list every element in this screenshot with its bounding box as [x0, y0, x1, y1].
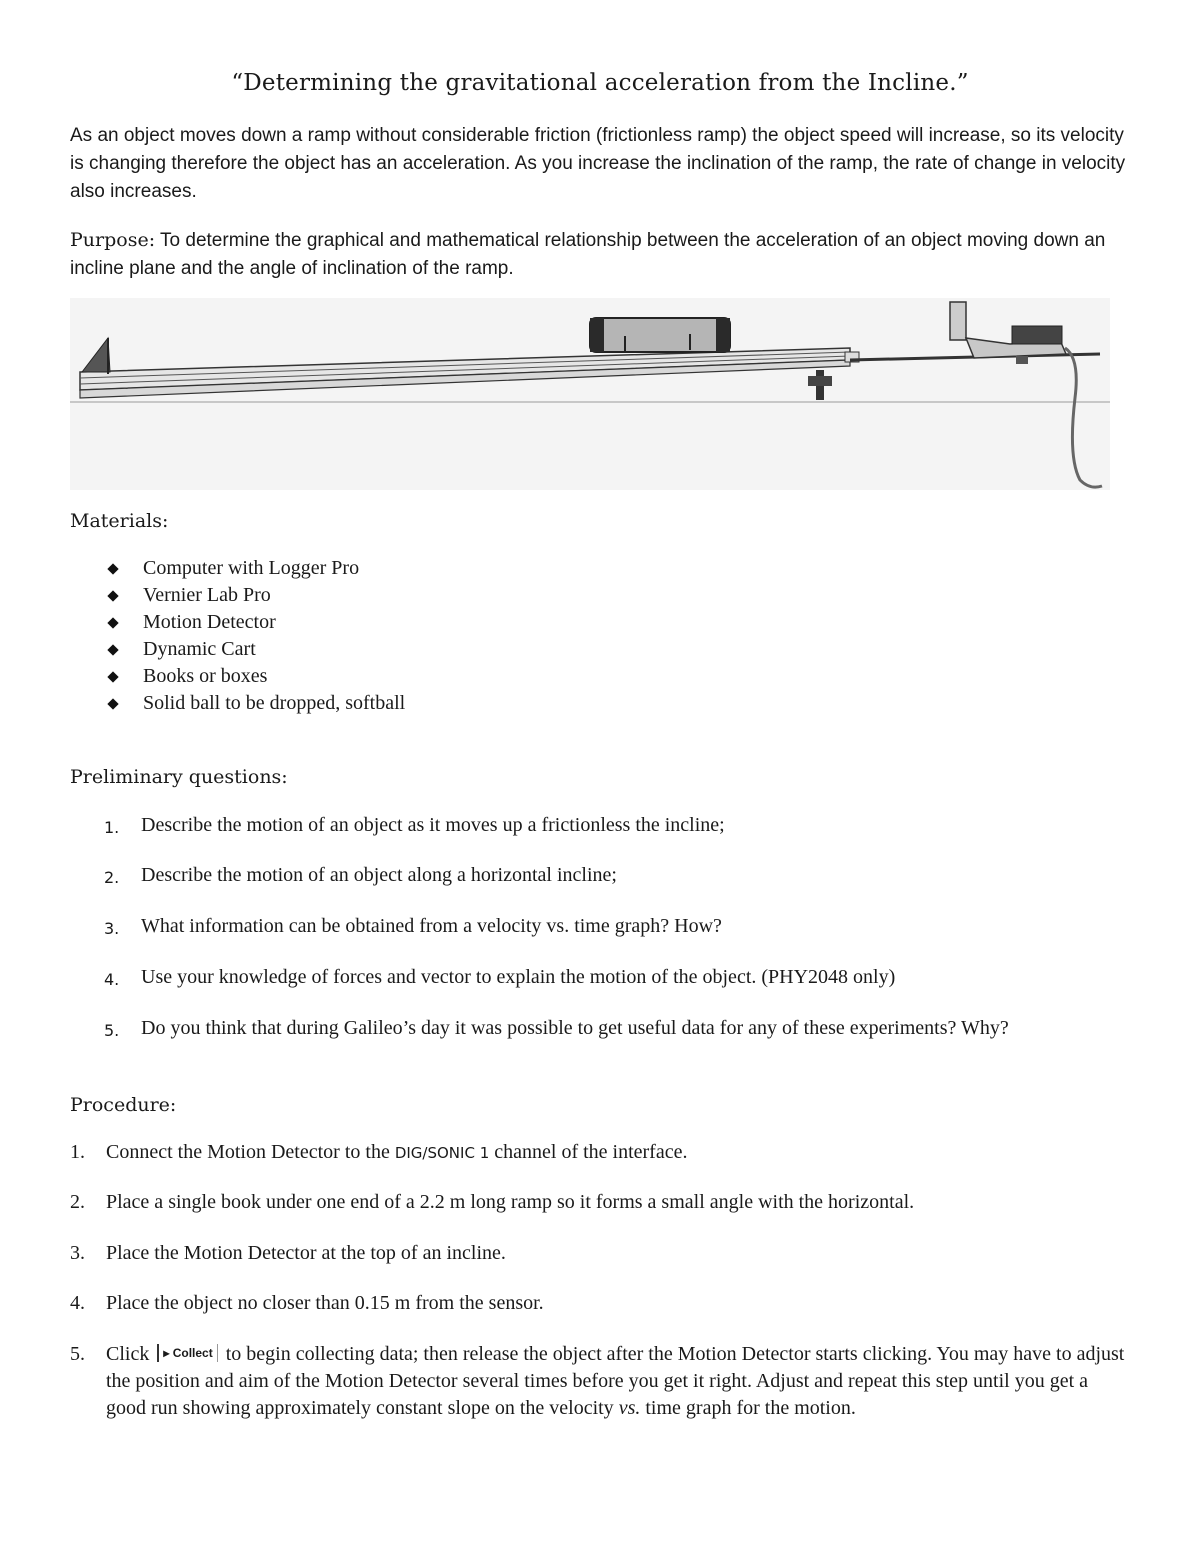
bullet-icon	[107, 563, 118, 574]
procedure-step: 4. Place the object no closer than 0.15 m from the sensor.	[70, 1292, 544, 1314]
purpose-text: To determine the graphical and mathematical relationship between the acceleration of an object moving down an incline plane and the angle of inclination of the ramp.	[70, 230, 1106, 279]
list-item: Books or boxes	[105, 663, 405, 690]
procedure-heading: Procedure:	[70, 1094, 177, 1116]
question-item: 2. Describe the motion of an object along a horizontal incline;	[104, 864, 617, 887]
question-item: 4. Use your knowledge of forces and vector to explain the motion of the object. (PHY2048 only)	[104, 966, 896, 989]
list-item: Dynamic Cart	[105, 636, 405, 663]
list-item: Vernier Lab Pro	[105, 582, 405, 609]
bullet-icon	[107, 590, 118, 601]
procedure-step: 5. Click ▸ Collect to begin collecting data; then release the object after the Motion Detector starts clicking. You may have to adjust the position and aim of the Motion Detector several times before you get it right. Adjust and repeat this step until you get a good run showing approximately constant slope on the velocity vs. time graph for the motion.	[70, 1343, 1125, 1419]
materials-list	[105, 555, 405, 717]
question-item: 1. Describe the motion of an object as it moves up a frictionless the incline;	[104, 814, 725, 837]
channel-name: DIG/SONIC 1	[394, 1144, 490, 1162]
list-item: Computer with Logger Pro	[105, 555, 405, 582]
bullet-icon	[107, 617, 118, 628]
procedure-step: 3. Place the Motion Detector at the top of an incline.	[70, 1242, 506, 1264]
document-title: “Determining the gravitational acceleration from the Incline.”	[231, 70, 969, 96]
question-item: 5. Do you think that during Galileo’s day it was possible to get useful data for any of these experiments? Why?	[104, 1017, 1009, 1040]
materials-heading: Materials:	[70, 510, 169, 532]
list-item: Motion Detector	[105, 609, 405, 636]
dynamic-cart	[590, 318, 730, 352]
purpose-paragraph	[70, 226, 1130, 283]
bullet-icon	[107, 698, 118, 709]
bullet-icon	[107, 644, 118, 655]
procedure-step: 2. Place a single book under one end of a 2.2 m long ramp so it forms a small angle with the horizontal.	[70, 1191, 915, 1213]
bullet-icon	[107, 671, 118, 682]
intro-paragraph: As an object moves down a ramp without considerable friction (frictionless ramp) the object speed will increase, so its velocity is changing therefore the object has an acceleration. As you increase the inclination of the ramp, the rate of change in velocity also increases.	[70, 125, 1126, 202]
list-item: Solid ball to be dropped, softball	[105, 690, 405, 717]
incline-ramp-illustration	[70, 298, 1110, 490]
procedure-step: 1. Connect the Motion Detector to the DIG/SONIC 1 channel of the interface.	[70, 1141, 688, 1163]
preliminary-heading: Preliminary questions:	[70, 766, 288, 788]
question-item: 3. What information can be obtained from a velocity vs. time graph? How?	[104, 915, 722, 938]
purpose-label: Purpose:	[70, 229, 156, 251]
collect-button[interactable]: ▸ Collect	[157, 1344, 217, 1362]
